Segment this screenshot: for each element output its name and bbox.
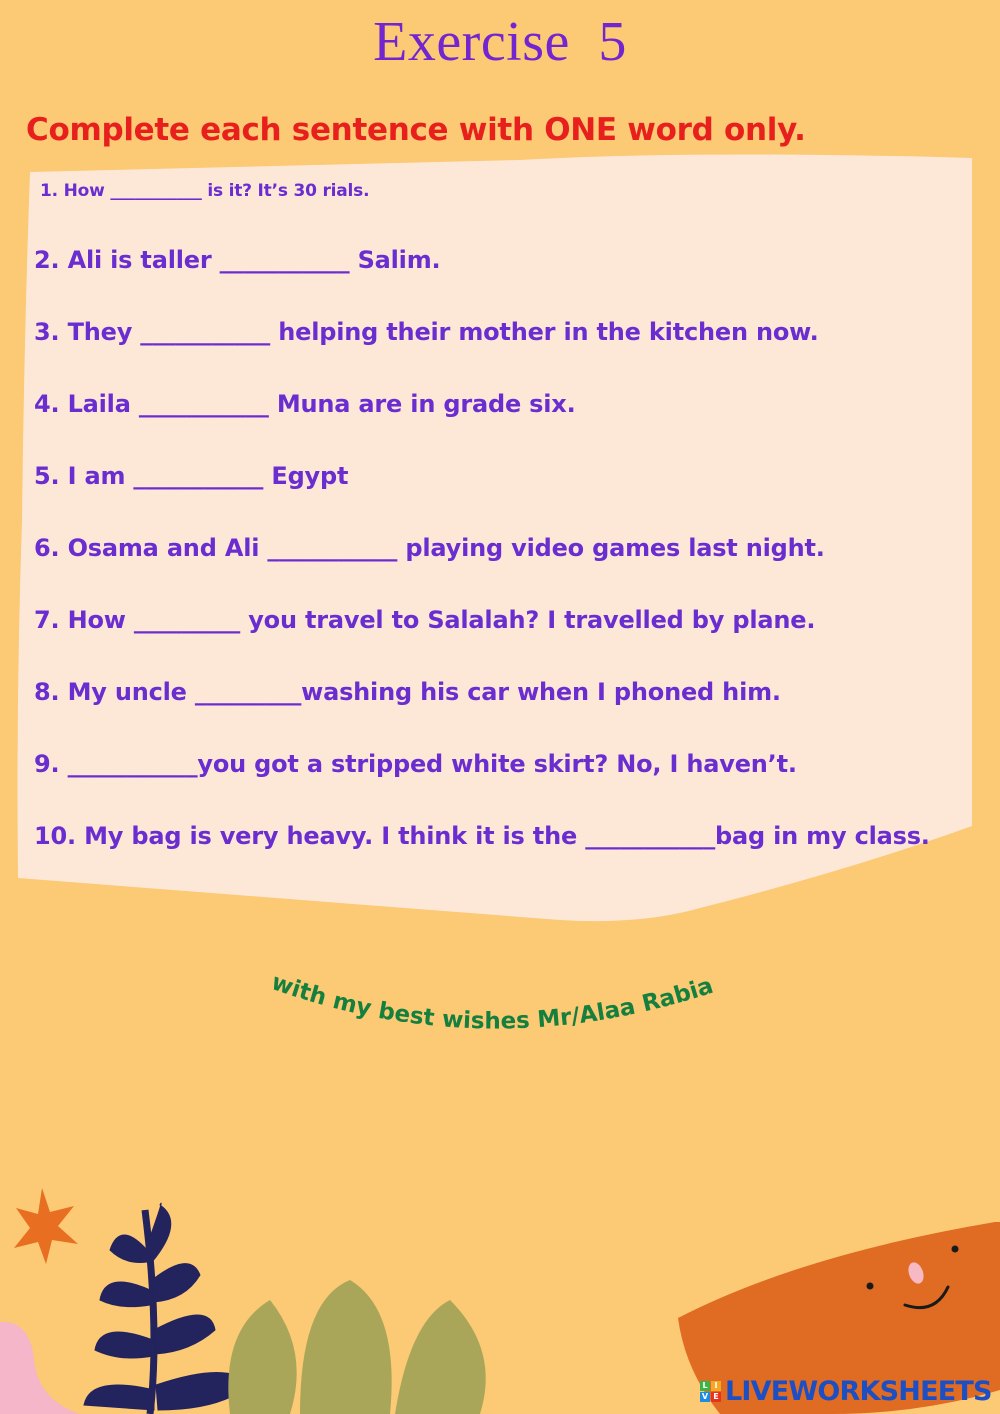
brand-name: LIVEWORKSHEETS <box>725 1376 992 1407</box>
logo-letter: E <box>711 1392 721 1402</box>
question-4[interactable]: 4. Laila ___________ Muna are in grade six. <box>34 390 576 418</box>
green-leaves-icon <box>228 1280 485 1414</box>
fern-leaf-icon <box>84 1203 250 1414</box>
question-8[interactable]: 8. My uncle _________washing his car when I phoned him. <box>34 678 781 706</box>
question-10[interactable]: 10. My bag is very heavy. I think it is the ___________bag in my class. <box>34 822 930 850</box>
question-5[interactable]: 5. I am ___________ Egypt <box>34 462 349 490</box>
question-2[interactable]: 2. Ali is taller ___________ Salim. <box>34 246 441 274</box>
question-7[interactable]: 7. How _________ you travel to Salalah? I travelled by plane. <box>34 606 816 634</box>
pink-blob-shape <box>0 1322 80 1414</box>
question-9[interactable]: 9. ___________you got a stripped white skirt? No, I haven’t. <box>34 750 797 778</box>
question-6[interactable]: 6. Osama and Ali ___________ playing video games last night. <box>34 534 825 562</box>
logo-letter: V <box>701 1392 709 1401</box>
logo-letter: I <box>711 1381 721 1391</box>
question-3[interactable]: 3. They ___________ helping their mother in the kitchen now. <box>34 318 819 346</box>
logo-letter: L <box>700 1381 710 1391</box>
liveworksheets-logo-icon <box>700 1381 721 1402</box>
question-1[interactable]: 1. How ___________ is it? It’s 30 rials. <box>40 181 370 201</box>
page-title: Exercise 5 <box>373 11 627 73</box>
liveworksheets-brand <box>700 1376 992 1407</box>
instruction-text: Complete each sentence with ONE word only. <box>26 112 806 148</box>
signature-text: with my best wishes Mr/Alaa Rabia <box>268 969 717 1035</box>
star-icon <box>14 1188 78 1264</box>
